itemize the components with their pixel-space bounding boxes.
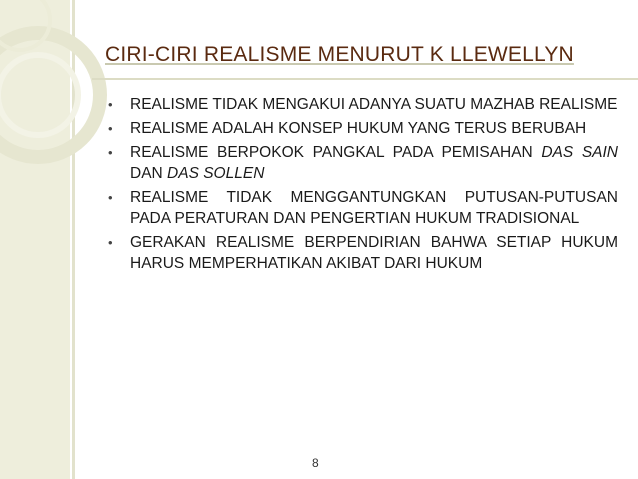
bullet-icon: • (108, 121, 113, 136)
bullet-icon: • (108, 190, 113, 205)
list-item (108, 232, 618, 274)
slide-title: CIRI-CIRI REALISME MENURUT K LLEWELLYN (105, 43, 574, 66)
bullet-icon: • (108, 97, 113, 112)
bullet-italic-term: DAS SOLLEN (167, 165, 265, 182)
list-item (108, 142, 618, 184)
title-divider (92, 78, 638, 80)
bullet-list (108, 94, 618, 277)
list-item (108, 118, 618, 139)
bullet-text: REALISME TIDAK MENGAKUI ADANYA SUATU MAZHAB REALISME (130, 96, 618, 113)
bullet-icon: • (108, 145, 113, 160)
bullet-italic-term: DAS SAIN (541, 144, 618, 161)
bullet-text: GERAKAN REALISME BERPENDIRIAN BAHWA SETIAP HUKUM HARUS MEMPERHATIKAN AKIBAT DARI HUKUM (130, 234, 618, 272)
bullet-joiner: DAN (130, 165, 168, 182)
page-number: 8 (312, 456, 319, 470)
list-item (108, 187, 618, 229)
bullet-icon: • (108, 235, 113, 250)
bullet-text: REALISME TIDAK MENGGANTUNGKAN PUTUSAN-PUTUSAN PADA PERATURAN DAN PENGERTIAN HUKUM TRADISIONAL (130, 189, 618, 227)
list-item (108, 94, 618, 115)
bullet-text: REALISME ADALAH KONSEP HUKUM YANG TERUS BERUBAH (130, 120, 587, 137)
bullet-text: REALISME BERPOKOK PANGKAL PADA PEMISAHAN (130, 144, 542, 161)
